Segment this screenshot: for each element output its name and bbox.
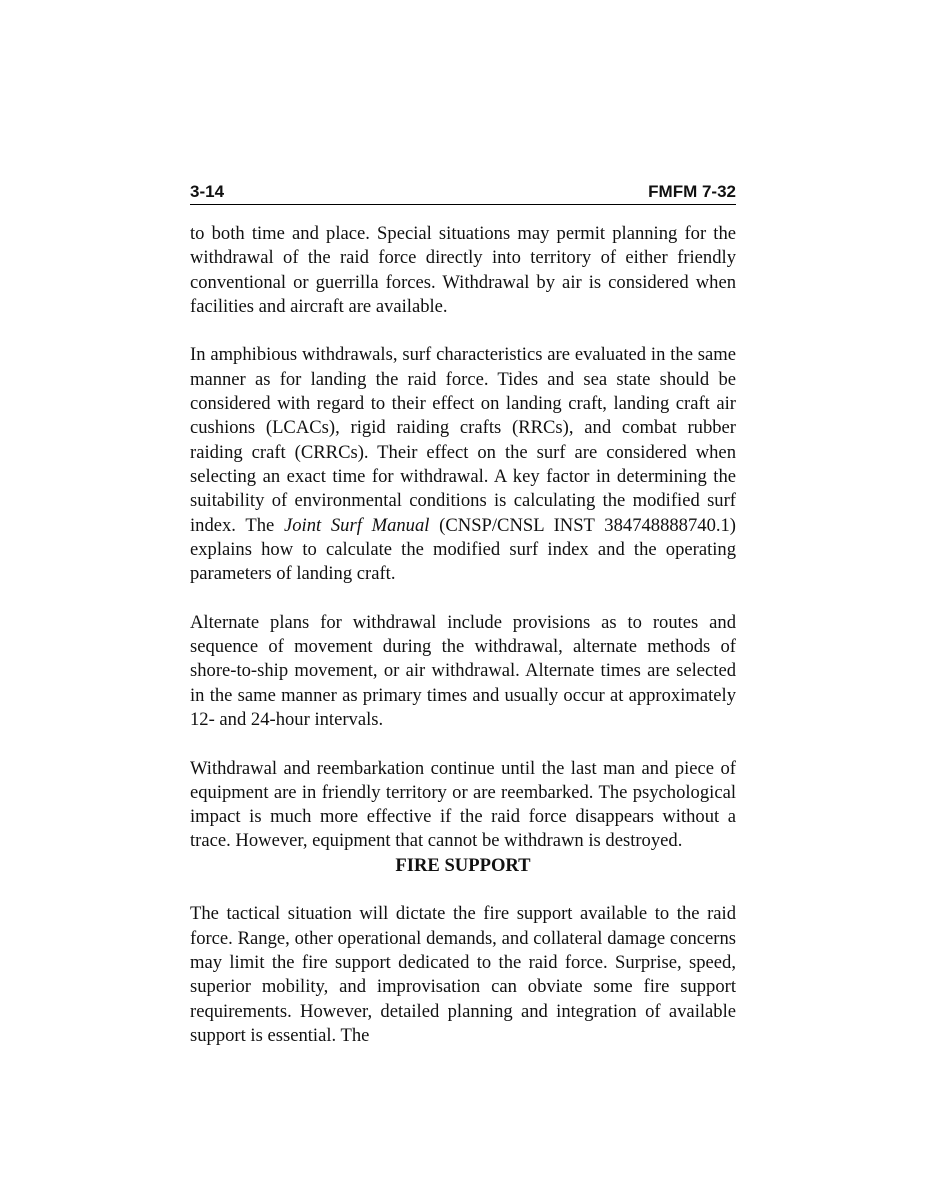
paragraph-text-part: In amphibious withdrawals, surf characteristics are evaluated in the same manner as for landing the raid force. Tides and sea state should be considered with regard to their effect on landing craft, landing craft air cushions (LCACs), rigid raiding crafts (RRCs), and combat rubber raiding craft (CRRCs). Their effect on the surf are considered when selecting an exact time for withdrawal. A key factor in determining the suitability of environmental conditions is calculating the modified surf index. The	[190, 344, 736, 536]
paragraph-alternate-plans: Alternate plans for withdrawal include provisions as to routes and sequence of movement during the withdrawal, alternate methods of shore-to-ship movement, or air withdrawal. Alternate times are selected in the same manner as primary times and usually occur at approximately 12- and 24-hour intervals.	[190, 611, 736, 730]
paragraph-reembarkation: Withdrawal and reembarkation continue until the last man and piece of equipment are in friendly territory or are reembarked. The psychological impact is much more effective if the raid force disappears without a trace. However, equipment that cannot be withdrawn is destroyed.	[190, 757, 736, 852]
section-heading: FIRE SUPPORT	[395, 854, 531, 876]
manual-title: Joint Surf Manual	[283, 514, 430, 536]
page-number: 3-14	[190, 182, 225, 201]
page-header	[190, 178, 736, 205]
paragraph-fire-support: The tactical situation will dictate the fire support available to the raid force. Range, other operational demands, and collateral damage concerns may limit the fire support dedicated to the raid force. Surprise, speed, superior mobility, and improvisation can obviate some fire support requirements. However, detailed planning and integration of available support is essential. The	[190, 903, 736, 1046]
paragraph-text-part: (CNSP/CNSL INST 384748888740.1) explains how to calculate the modified surf index and the operating parameters of landing craft.	[190, 514, 737, 585]
paragraph-withdrawal-timing: to both time and place. Special situations may permit planning for the withdrawal of the raid force directly into territory of either friendly conventional or guerrilla forces. Withdrawal by air is considered when facilities and aircraft are available.	[190, 223, 736, 317]
page-body	[190, 222, 736, 1072]
document-id: FMFM 7-32	[648, 182, 736, 201]
paragraph-amphibious-withdrawals	[190, 343, 736, 586]
